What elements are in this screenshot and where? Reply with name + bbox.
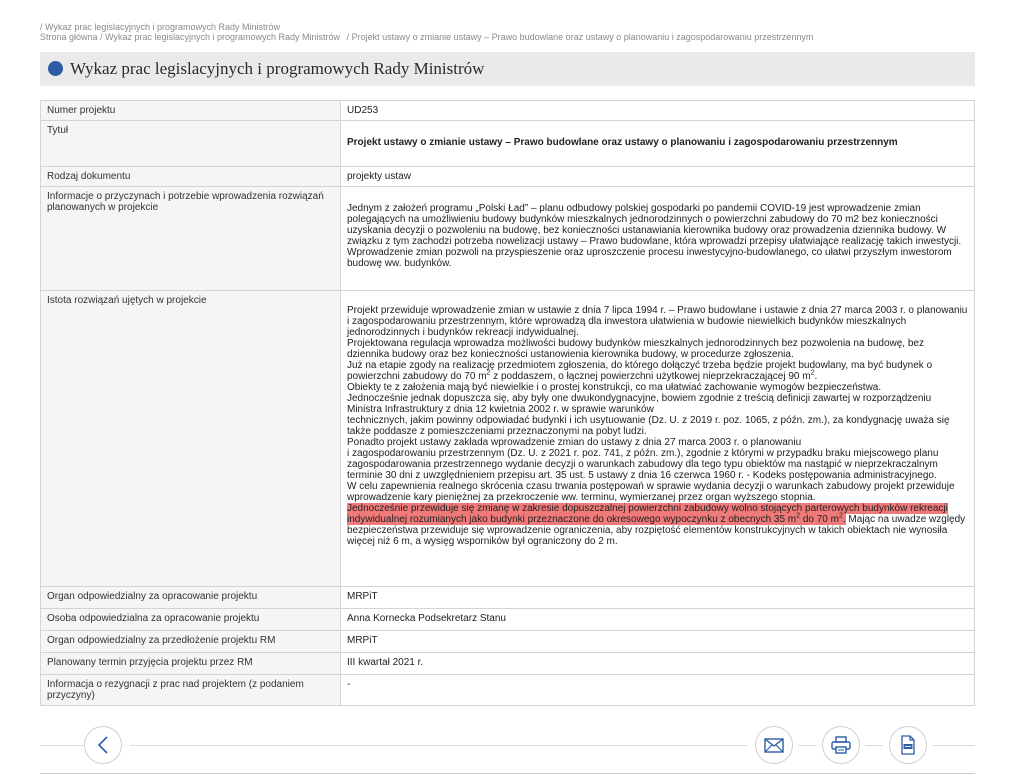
table-row [41,101,975,121]
divider [865,745,883,746]
row-value: MRPiT [341,587,975,609]
table-row [41,187,975,291]
table-row [41,631,975,653]
divider [798,745,816,746]
back-button[interactable] [84,726,122,764]
istota-paragraph: W celu zapewnienia realnego skrócenia czasu trwania postępowań w sprawie wydania decyzji o warunkach zabudowy projekt przewiduje wprowadzenie kary pieniężnej za przekroczenie ww. terminu, wymierzanej przez organ wyższego stopnia. [347,481,955,503]
row-value: III kwartał 2021 r. [341,653,975,675]
row-label: Osoba odpowiedzialna za opracowanie projektu [41,609,341,631]
row-value: UD253 [341,101,975,121]
divider [130,745,748,746]
row-label: Numer projektu [41,101,341,121]
istota-paragraph: Ponadto projekt ustawy zakłada wprowadzenie zmian do ustawy z dnia 27 marca 2003 r. o planowaniu [347,437,802,448]
page-header [40,52,975,86]
printer-icon [831,736,851,754]
page-title: Wykaz prac legislacyjnych i programowych Rady Ministrów [70,59,485,78]
row-value: - [341,675,975,706]
istota-paragraph: i zagospodarowaniu przestrzennym (Dz. U. z 2021 r. poz. 741, z późn. zm.), zgodnie z którymi w przypadku braku miejscowego planu zagospodarowania przestrzennego wydanie decyzji o warunkach zabudowy dla tego typu obiektów ma nastąpić w nieprzekraczalnym terminie 30 dni z uwzględnieniem przepisu art. 35 ust. 5 ustawy z dnia 16 czerwca 1960 r. - Kodeks postępowania administracyjnego. [347,448,939,481]
divider [932,745,975,746]
breadcrumb-item-wykaz[interactable]: / Wykaz prac legislacyjnych i programowych Rady Ministrów [100,32,341,42]
pdf-button[interactable] [889,726,927,764]
row-value: projekty ustaw [341,167,975,187]
table-row [41,291,975,587]
bullet-dot-icon [48,61,63,76]
istota-paragraph: Już na etapie zgody na realizację przedmiotem zgłoszenia, do którego dołączyć trzeba będzie projekt budowlany, ma być budynek o powierzchni zabudowy do 70 $m^2$ z poddaszem, o łącznej powierzchni użytkowej nieprzekraczającej 90 $m^2$. [347,360,933,382]
breadcrumb-item-projekt: / Projekt ustawy o zmianie ustawy – Prawo budowlane oraz ustawy o planowaniu i zagospodarowaniu przestrzennym [346,32,814,42]
row-value: MRPiT [341,631,975,653]
email-button[interactable] [755,726,793,764]
breadcrumb-home-link[interactable]: Strona główna [40,32,98,42]
breadcrumb-line1[interactable]: / Wykaz prac legislacyjnych i programowych Rady Ministrów [40,22,280,32]
row-value: Anna Kornecka Podsekretarz Stanu [341,609,975,631]
istota-paragraph: Obiekty te z założenia mają być niewielkie i o prostej konstrukcji, co ma ułatwiać zachowanie wymogów bezpieczeństwa. [347,382,882,393]
row-label: Organ odpowiedzialny za opracowanie projektu [41,587,341,609]
table-row [41,653,975,675]
pdf-file-icon [900,735,916,755]
istota-text [341,291,975,587]
envelope-icon [764,738,784,753]
istota-paragraph: Jednocześnie jednak dopuszcza się, aby były one dwukondygnacyjne, bowiem zgodnie z treścią definicji zawartej w rozporządzeniu Ministra Infrastruktury z dnia 12 kwietnia 2002 r. w sprawie warunków [347,393,932,415]
row-label: Informacje o przyczynach i potrzebie wprowadzenia rozwiązań planowanych w projekcie [41,187,341,291]
project-details-table [40,100,975,706]
divider [40,773,975,774]
istota-paragraph: Jednocześnie przewiduje się zmianę w zakresie dopuszczalnej powierzchni zabudowy wolno stojących parterowych budynków rekreacji indywidualnej rozumianych jako budynki przeznaczone do okresowego wypoczynku z obecnych 35 $m^2$ do 70 $m^2$. Mając na uwadze względy bezpieczeństwa przewiduje się wprowadzenie ograniczenia, aby rozpiętość elementów konstrukcyjnych w takich obiektach nie wynosiła więcej niż 6 m, a wysięg wsporników był ograniczony do 2 m. [347,503,966,547]
divider [40,745,84,746]
table-row [41,167,975,187]
istota-paragraph: Projekt przewiduje wprowadzenie zmian w ustawie z dnia 7 lipca 1994 r. – Prawo budowlane i ustawie z dnia 27 marca 2003 r. o planowaniu i zagospodarowaniu przestrzennym, które wprowadzą dla inwestora ułatwienia w budowie niewielkich budynków mieszkalnych jednorodzinnych i budynków rekreacji indywidualnej. [347,305,968,338]
print-button[interactable] [822,726,860,764]
row-label: Informacja o rezygnacji z prac nad projektem (z podaniem przyczyny) [41,675,341,706]
project-title-value: Projekt ustawy o zmianie ustawy – Prawo budowlane oraz ustawy o planowaniu i zagospodarowaniu przestrzennym [347,137,898,148]
chevron-left-icon [96,735,110,755]
row-value: Jednym z założeń programu „Polski Ład” – planu odbudowy polskiej gospodarki po pandemii COVID-19 jest wprowadzenie zmian polegających na umożliwieniu budowy budynków mieszkalnych jednorodzinnych o powierzchni zabudowy do 70 m2 bez konieczności uzyskania decyzji o pozwoleniu na budowę, bez konieczności ustanawiania kierownika budowy oraz prowadzenia dziennika budowy. W związku z tym zachodzi potrzeba nowelizacji ustawy – Prawo budowlane, która wprowadzi przepisy ułatwiające realizację takich inwestycji. Wprowadzenie zmian pozwoli na przyspieszenie oraz uproszczenie procesu inwestycyjno-budowlanego, co ułatwi przyszłym inwestorom budowę ww. budynków. [347,203,962,269]
row-label: Organ odpowiedzialny za przedłożenie projektu RM [41,631,341,653]
row-label: Planowany termin przyjęcia projektu przez RM [41,653,341,675]
row-label: Rodzaj dokumentu [41,167,341,187]
table-row [41,675,975,706]
row-label: Istota rozwiązań ujętych w projekcie [41,291,341,587]
table-row [41,587,975,609]
istota-paragraph: technicznych, jakim powinny odpowiadać budynki i ich usytuowanie (Dz. U. z 2019 r. poz. 1065, z późn. zm.), za kondygnację uważa się także poddasze z pomieszczeniami przeznaczonymi na pobyt ludzi. [347,415,950,437]
breadcrumb [40,22,813,42]
table-row [41,609,975,631]
highlighted-text: Jednocześnie przewiduje się zmianę w zakresie dopuszczalnej powierzchni zabudowy wolno stojących parterowych budynków rekreacji indywidualnej rozumianych jako budynki przeznaczone do okresowego wypoczynku z obecnych 35 $m^2$ do 70 $m^2$. [347,503,948,525]
istota-paragraph: Projektowana regulacja wprowadza możliwości budowy budynków mieszkalnych jednorodzinnych bez pozwolenia na budowę, bez dziennika budowy oraz bez konieczności ustanowienia kierownika budowy, w procedurze zgłoszenia. [347,338,924,360]
row-label: Tytuł [41,121,341,167]
table-row [41,121,975,167]
